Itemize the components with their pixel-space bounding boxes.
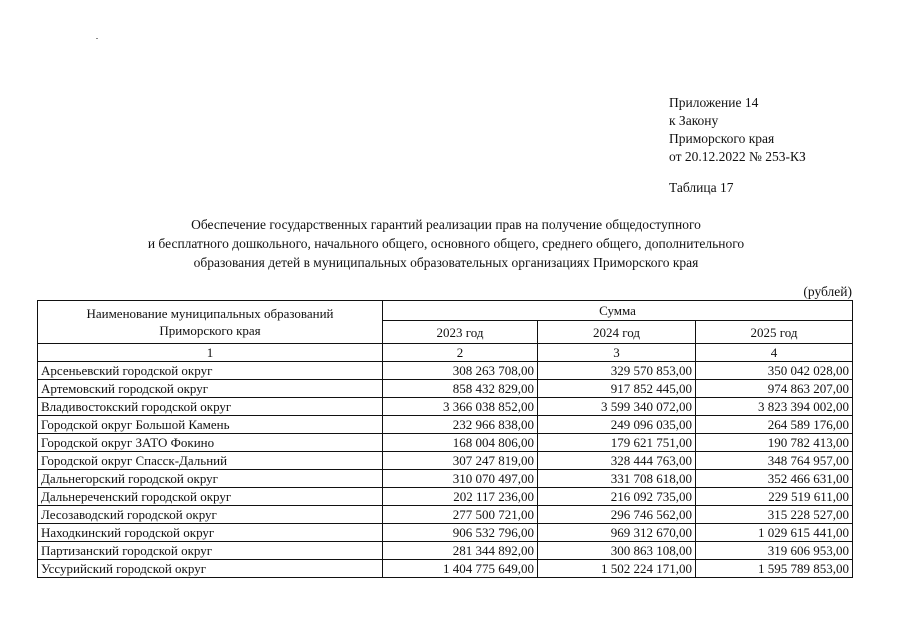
appendix-line: Приморского края — [669, 131, 775, 146]
column-header-sum: Сумма — [383, 301, 853, 321]
amount-2023-cell: 281 344 892,00 — [383, 542, 538, 560]
amount-2024-cell: 249 096 035,00 — [538, 416, 696, 434]
column-number: 1 — [38, 344, 383, 362]
scan-speck — [96, 38, 98, 39]
amount-2024-cell: 969 312 670,00 — [538, 524, 696, 542]
amount-2025-cell: 348 764 957,00 — [696, 452, 853, 470]
amount-2024-cell: 917 852 445,00 — [538, 380, 696, 398]
table-row — [38, 560, 853, 578]
amount-2023-cell: 906 532 796,00 — [383, 524, 538, 542]
amount-2025-cell: 190 782 413,00 — [696, 434, 853, 452]
funding-table — [37, 300, 853, 578]
municipality-name-cell: Находкинский городской округ — [38, 524, 383, 542]
heading-line: образования детей в муниципальных образовательных организациях Приморского края — [193, 255, 699, 270]
table-row — [38, 470, 853, 488]
municipality-name-cell: Городской округ Большой Камень — [38, 416, 383, 434]
amount-2025-cell: 319 606 953,00 — [696, 542, 853, 560]
heading-line: Обеспечение государственных гарантий реализации прав на получение общедоступного — [191, 217, 701, 232]
amount-2023-cell: 307 247 819,00 — [383, 452, 538, 470]
amount-2025-cell: 1 029 615 441,00 — [696, 524, 853, 542]
column-header-year: 2024 год — [538, 321, 696, 344]
heading-line: и бесплатного дошкольного, начального общего, основного общего, среднего общего, дополнительного — [147, 236, 745, 251]
appendix-reference — [669, 94, 806, 166]
municipality-name-cell: Владивостокский городской округ — [38, 398, 383, 416]
municipality-name-cell: Лесозаводский городской округ — [38, 506, 383, 524]
table-row — [38, 506, 853, 524]
table-row — [38, 416, 853, 434]
amount-2024-cell: 300 863 108,00 — [538, 542, 696, 560]
column-number-row — [38, 344, 853, 362]
column-header-year: 2023 год — [383, 321, 538, 344]
units-label: (рублей) — [803, 284, 852, 299]
amount-2023-cell: 1 404 775 649,00 — [383, 560, 538, 578]
amount-2024-cell: 179 621 751,00 — [538, 434, 696, 452]
appendix-line: к Закону — [669, 113, 719, 128]
amount-2024-cell: 296 746 562,00 — [538, 506, 696, 524]
table-row — [38, 452, 853, 470]
amount-2025-cell: 350 042 028,00 — [696, 362, 853, 380]
amount-2023-cell: 202 117 236,00 — [383, 488, 538, 506]
column-header-year: 2025 год — [696, 321, 853, 344]
table-row — [38, 524, 853, 542]
amount-2023-cell: 858 432 829,00 — [383, 380, 538, 398]
amount-2024-cell: 1 502 224 171,00 — [538, 560, 696, 578]
column-number: 4 — [696, 344, 853, 362]
amount-2025-cell: 352 466 631,00 — [696, 470, 853, 488]
document-heading — [40, 215, 852, 272]
amount-2023-cell: 277 500 721,00 — [383, 506, 538, 524]
amount-2023-cell: 308 263 708,00 — [383, 362, 538, 380]
amount-2023-cell: 168 004 806,00 — [383, 434, 538, 452]
table-row — [38, 380, 853, 398]
municipality-name-cell: Городской округ ЗАТО Фокино — [38, 434, 383, 452]
municipality-name-cell: Уссурийский городской округ — [38, 560, 383, 578]
amount-2025-cell: 974 863 207,00 — [696, 380, 853, 398]
amount-2024-cell: 331 708 618,00 — [538, 470, 696, 488]
amount-2024-cell: 216 092 735,00 — [538, 488, 696, 506]
table-row — [38, 488, 853, 506]
municipality-name-cell: Дальнегорский городской округ — [38, 470, 383, 488]
amount-2025-cell: 315 228 527,00 — [696, 506, 853, 524]
column-number: 3 — [538, 344, 696, 362]
appendix-line: Приложение 14 — [669, 95, 759, 110]
table-number: Таблица 17 — [669, 180, 734, 195]
header-line: Приморского края — [159, 323, 261, 338]
amount-2025-cell: 264 589 176,00 — [696, 416, 853, 434]
column-header-municipality — [38, 301, 383, 344]
amount-2025-cell: 3 823 394 002,00 — [696, 398, 853, 416]
amount-2025-cell: 229 519 611,00 — [696, 488, 853, 506]
amount-2025-cell: 1 595 789 853,00 — [696, 560, 853, 578]
municipality-name-cell: Партизанский городской округ — [38, 542, 383, 560]
column-number: 2 — [383, 344, 538, 362]
amount-2023-cell: 3 366 038 852,00 — [383, 398, 538, 416]
header-line: Наименование муниципальных образований — [86, 306, 334, 321]
municipality-name-cell: Арсеньевский городской округ — [38, 362, 383, 380]
amount-2024-cell: 3 599 340 072,00 — [538, 398, 696, 416]
table-row — [38, 362, 853, 380]
table-row — [38, 542, 853, 560]
municipality-name-cell: Артемовский городской округ — [38, 380, 383, 398]
appendix-line: от 20.12.2022 № 253-КЗ — [669, 149, 806, 164]
amount-2024-cell: 329 570 853,00 — [538, 362, 696, 380]
municipality-name-cell: Городской округ Спасск-Дальний — [38, 452, 383, 470]
amount-2024-cell: 328 444 763,00 — [538, 452, 696, 470]
amount-2023-cell: 310 070 497,00 — [383, 470, 538, 488]
municipality-name-cell: Дальнереченский городской округ — [38, 488, 383, 506]
amount-2023-cell: 232 966 838,00 — [383, 416, 538, 434]
table-row — [38, 398, 853, 416]
table-row — [38, 434, 853, 452]
